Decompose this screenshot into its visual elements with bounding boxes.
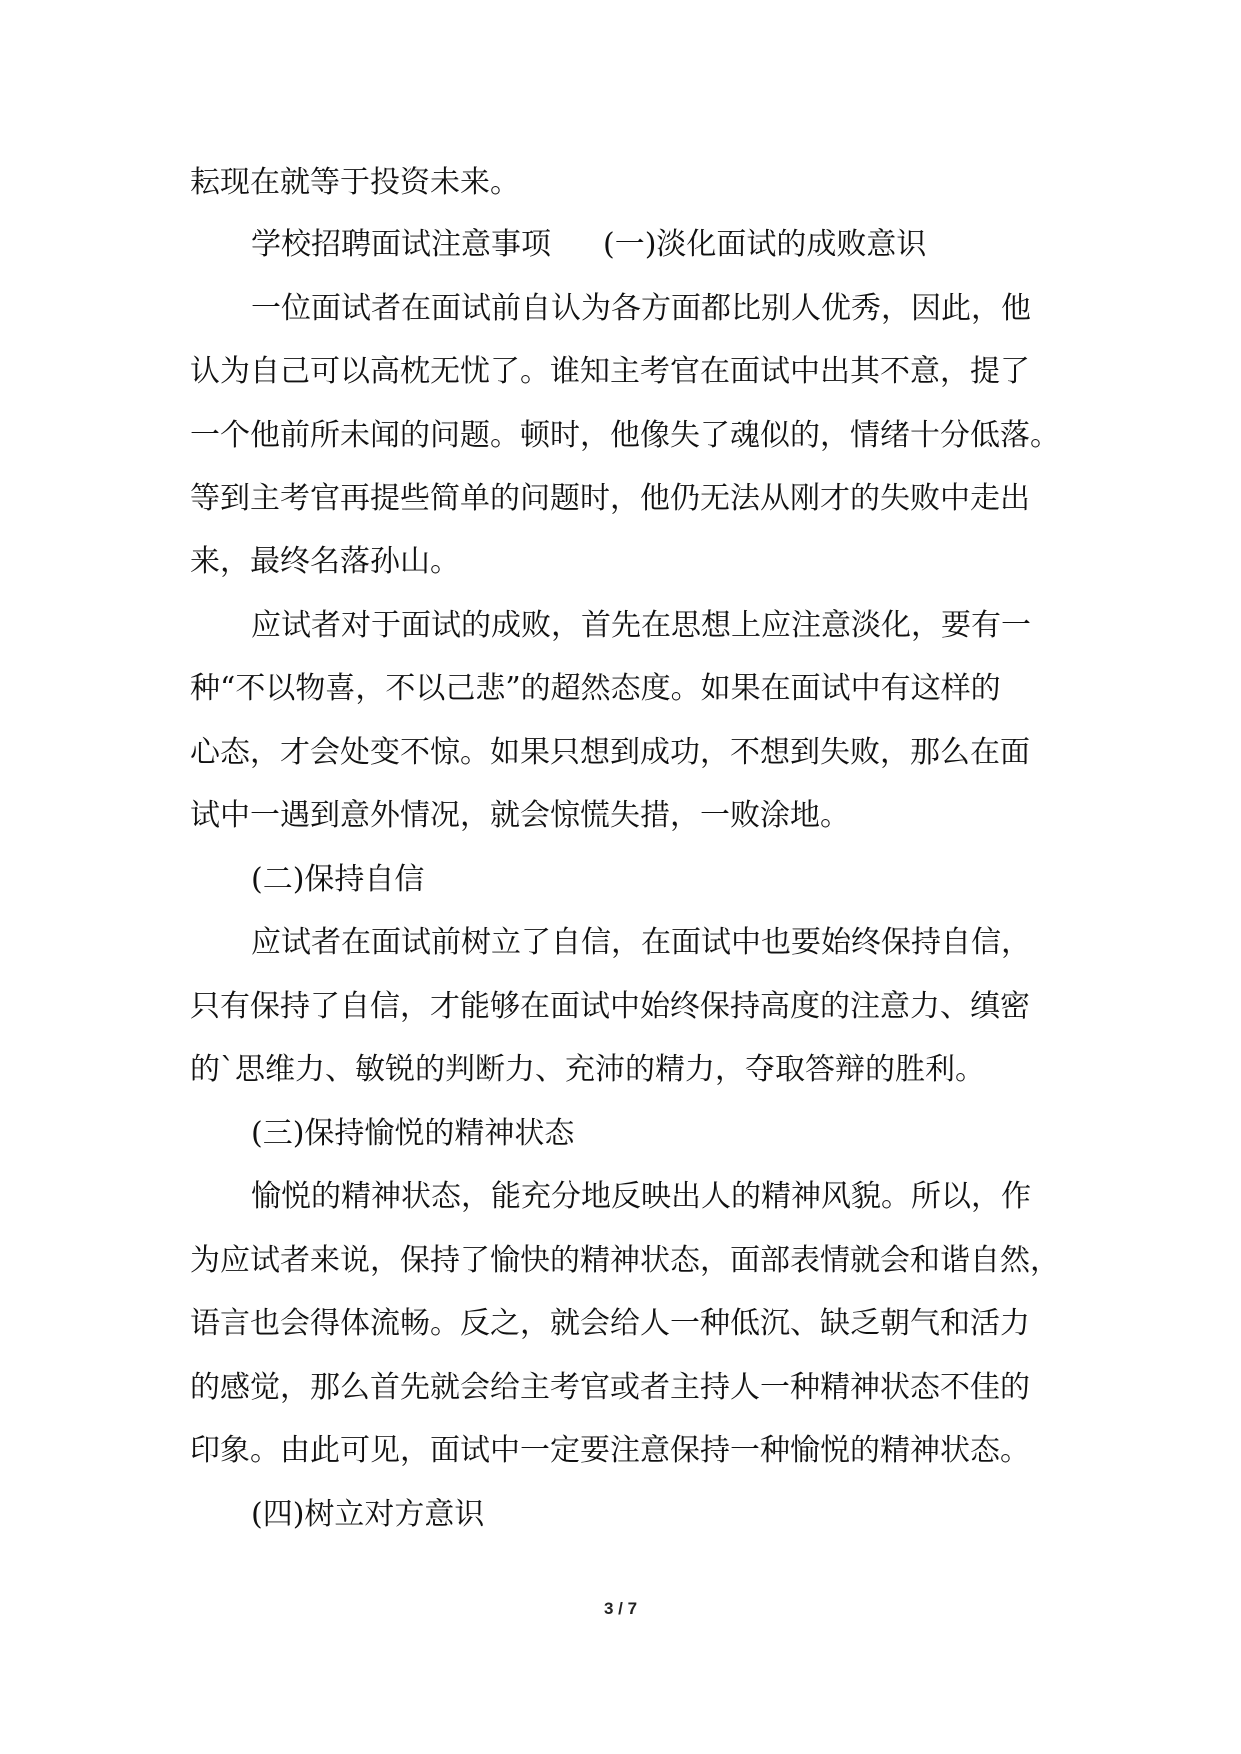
- text-line: 应试者对于面试的成败，首先在思想上应注意淡化，要有一: [251, 608, 1031, 643]
- text-line: 语言也会得体流畅。反之，就会给人一种低沉、缺乏朝气和活力: [190, 1306, 1030, 1341]
- text-line: 为应试者来说，保持了愉快的精神状态，面部表情就会和谐自然，: [190, 1243, 1060, 1278]
- subsection-heading: (四)树立对方意识: [251, 1497, 485, 1532]
- text-line: 印象。由此可见，面试中一定要注意保持一种愉悦的精神状态。: [190, 1433, 1030, 1468]
- text-line: 试中一遇到意外情况，就会惊慌失措，一败涂地。: [190, 798, 850, 833]
- text-line: 种“不以物喜，不以己悲”的超然态度。如果在面试中有这样的: [190, 671, 1001, 706]
- subsection-heading: (三)保持愉悦的精神状态: [251, 1116, 575, 1151]
- text-line: 认为自己可以高枕无忧了。谁知主考官在面试中出其不意，提了: [190, 354, 1030, 389]
- text-line: 耘现在就等于投资未来。: [190, 165, 520, 200]
- section-title: 学校招聘面试注意事项: [251, 227, 551, 262]
- subsection-heading: (一)淡化面试的成败意识: [603, 227, 927, 262]
- text-line: 的感觉，那么首先就会给主考官或者主持人一种精神状态不佳的: [190, 1370, 1030, 1405]
- page-number: 3 / 7: [603, 1599, 638, 1618]
- text-line: 心态，才会处变不惊。如果只想到成功，不想到失败，那么在面: [190, 735, 1030, 770]
- text-line: 等到主考官再提些简单的问题时，他仍无法从刚才的失败中走出: [190, 481, 1030, 516]
- text-line: 只有保持了自信，才能够在面试中始终保持高度的注意力、缜密: [190, 989, 1030, 1024]
- text-line: 一个他前所未闻的问题。顿时，他像失了魂似的，情绪十分低落。: [190, 418, 1060, 453]
- text-line: 一位面试者在面试前自认为各方面都比别人优秀，因此，他: [251, 291, 1031, 326]
- text-line: 的`思维力、敏锐的判断力、充沛的精力，夺取答辩的胜利。: [190, 1052, 985, 1087]
- section-heading-line: [251, 225, 926, 265]
- text-line: 应试者在面试前树立了自信，在面试中也要始终保持自信，: [251, 925, 1031, 960]
- text-line: 愉悦的精神状态，能充分地反映出人的精神风貌。所以，作: [251, 1179, 1031, 1214]
- subsection-heading: (二)保持自信: [251, 862, 425, 897]
- text-line: 来，最终名落孙山。: [190, 544, 460, 579]
